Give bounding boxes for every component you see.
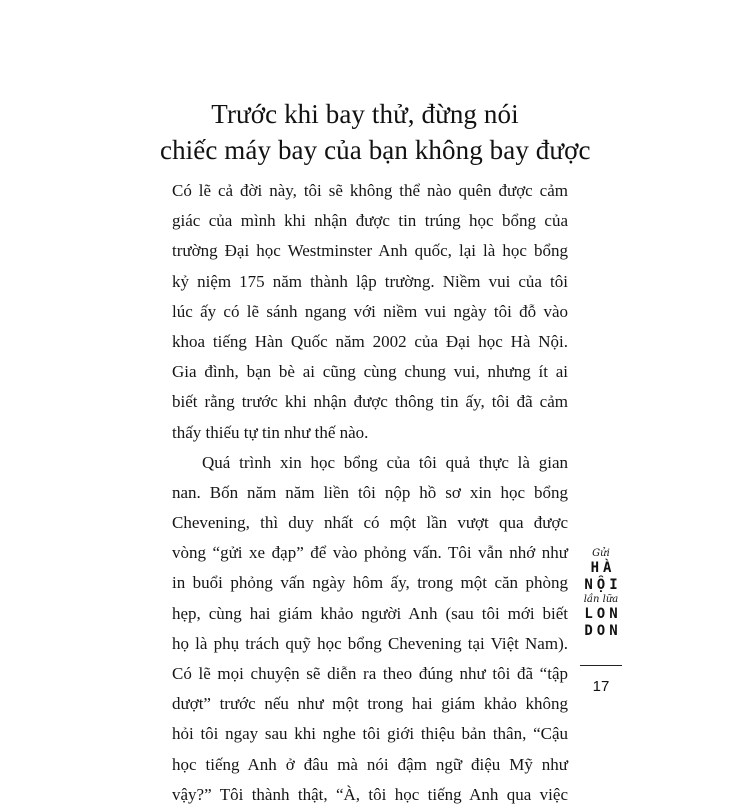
text-line: Gia đình, bạn bè ai cũng cùng chung vui, nhưng ít ai (172, 362, 568, 382)
logo-divider (580, 665, 622, 666)
text-line: kỷ niệm 175 năm thành lập trường. Niềm vui của tôi (172, 271, 568, 291)
book-logo (578, 548, 624, 640)
text-line: Có lẽ mọi chuyện sẽ diễn ra theo đúng như tôi đã “tập (172, 664, 568, 683)
body-text (172, 176, 568, 810)
text-line: nan. Bốn năm năm liền tôi nộp hồ sơ xin học bổng (172, 482, 568, 502)
logo-line-lon: LON (584, 606, 622, 622)
text-line: học tiếng Anh ở đâu mà nói đậm ngữ điệu Mỹ như (172, 754, 568, 774)
text-line: giác của mình khi nhận được tin trúng học bổng của (172, 211, 568, 231)
text-line: in buổi phỏng vấn ngày hôm ấy, trong một căn phòng (172, 573, 568, 593)
paragraph-2 (172, 448, 568, 810)
chapter-title-line-2: chiếc máy bay của bạn không bay được (160, 135, 591, 165)
paragraph-1 (172, 176, 568, 448)
text-line: hẹp, cùng hai giám khảo người Anh (sau tôi mới biết (172, 603, 568, 623)
logo-script-top: Gửi (592, 548, 610, 559)
logo-script-mid: lần lữa (583, 594, 619, 605)
text-line: họ là phụ trách quỹ học bổng Chevening tại Việt Nam). (172, 633, 568, 653)
text-line: trường Đại học Westminster Anh quốc, lại là học bổng (172, 241, 568, 261)
text-line: khoa tiếng Hàn Quốc năm 2002 của Đại học Hà Nội. (172, 331, 568, 351)
text-line: vậy?” Tôi thành thật, “À, tôi học tiếng Anh qua việc (172, 784, 568, 804)
logo-line-don: DON (584, 623, 622, 639)
text-line: biết rằng trước khi nhận được thông tin ấy, tôi đã cảm (172, 392, 568, 412)
logo-line-noi: NỘI (584, 577, 622, 593)
chapter-title-line-1: Trước khi bay thử, đừng nói (211, 99, 519, 129)
chapter-title (160, 96, 591, 168)
text-line: Chevening, thì duy nhất có một lần vượt qua được (172, 513, 568, 533)
text-line: dượt” trước nếu như một trong hai giám khảo không (172, 694, 568, 714)
text-line: vòng “gửi xe đạp” để vào phỏng vấn. Tôi vẫn nhớ như (172, 543, 568, 563)
page-number: 17 (592, 678, 610, 695)
text-line: hỏi tôi ngay sau khi nghe tôi giới thiệu bản thân, “Cậu (172, 724, 568, 744)
text-line: thấy thiếu tự tin như thế nào. (172, 422, 369, 442)
text-line: Có lẽ cả đời này, tôi sẽ không thể nào quên được cảm (172, 181, 568, 200)
text-line: lúc ấy có lẽ sánh ngang với niềm vui ngày tôi đỗ vào (172, 301, 568, 321)
text-line: Quá trình xin học bổng của tôi quả thực là gian (202, 452, 568, 472)
logo-line-ha: HÀ (590, 560, 616, 576)
